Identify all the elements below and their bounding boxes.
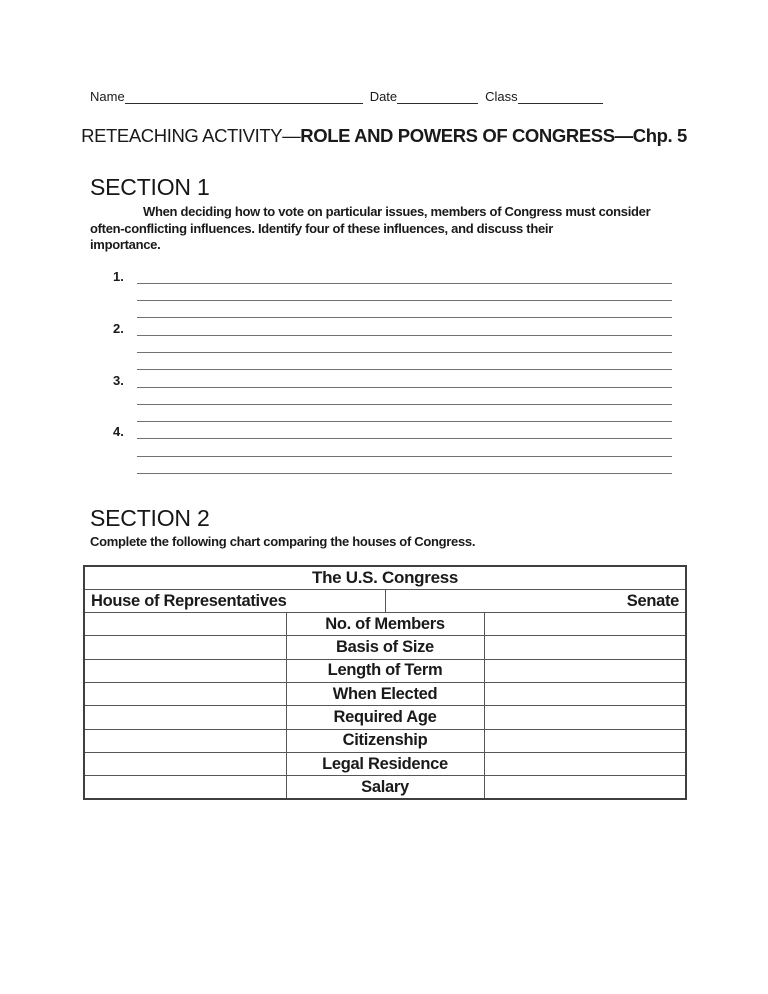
house-answer-cell <box>84 729 286 752</box>
house-answer-cell <box>84 659 286 682</box>
house-answer-cell <box>84 752 286 775</box>
worksheet-page <box>0 88 768 994</box>
row-label: When Elected <box>286 683 484 706</box>
name-label: Name <box>90 89 125 104</box>
answer-blank-line <box>137 301 672 318</box>
answer-blank-line <box>137 318 672 335</box>
answer-blank-line <box>137 439 672 456</box>
row-label: Salary <box>286 776 484 799</box>
senate-header: Senate <box>385 589 686 612</box>
house-answer-cell <box>84 776 286 799</box>
answer-blank-line <box>137 284 672 301</box>
table-row <box>84 659 686 682</box>
item-number: 4. <box>113 424 124 440</box>
row-label: Length of Term <box>286 659 484 682</box>
instructions-line: importance. <box>90 237 161 252</box>
row-label: Basis of Size <box>286 636 484 659</box>
section2-heading: SECTION 2 <box>90 505 210 532</box>
house-answer-cell <box>84 636 286 659</box>
senate-answer-cell <box>484 613 686 636</box>
answer-blank-line <box>137 353 672 370</box>
answer-blank-line <box>137 457 672 474</box>
table-title-row <box>84 566 686 589</box>
answer-blank-line <box>137 267 672 284</box>
senate-answer-cell <box>484 683 686 706</box>
class-label: Class <box>485 89 518 104</box>
answer-blank-line <box>137 422 672 439</box>
table-row <box>84 706 686 729</box>
house-answer-cell <box>84 613 286 636</box>
row-label: Required Age <box>286 706 484 729</box>
row-label: Legal Residence <box>286 752 484 775</box>
senate-answer-cell <box>484 636 686 659</box>
table-header-row <box>84 589 686 612</box>
answer-item-4 <box>113 422 672 474</box>
table-row <box>84 752 686 775</box>
senate-answer-cell <box>484 729 686 752</box>
row-label: Citizenship <box>286 729 484 752</box>
title-activity-part: RETEACHING ACTIVITY— <box>81 125 301 146</box>
document-title <box>0 125 768 147</box>
house-header: House of Representatives <box>84 589 385 612</box>
name-date-class-row <box>90 88 768 104</box>
item-number: 2. <box>113 320 124 336</box>
table-row <box>84 636 686 659</box>
section1-instructions <box>90 204 768 254</box>
answer-blank-line <box>137 370 672 387</box>
instructions-line: often-conflicting influences. Identify four of these influences, and discuss their <box>90 220 553 236</box>
answer-item-1 <box>113 267 672 319</box>
title-topic-part: ROLE AND POWERS OF CONGRESS—Chp. 5 <box>300 125 687 146</box>
senate-answer-cell <box>484 776 686 799</box>
item-number: 3. <box>113 372 124 388</box>
answer-item-3 <box>113 370 672 422</box>
instructions-line: When deciding how to vote on particular issues, members of Congress must consider <box>143 204 651 219</box>
section1-heading: SECTION 1 <box>90 174 210 200</box>
senate-answer-cell <box>484 659 686 682</box>
section2-instructions: Complete the following chart comparing the houses of Congress. <box>90 534 476 550</box>
name-blank-line <box>125 90 363 104</box>
row-label: No. of Members <box>286 613 484 636</box>
table-row <box>84 613 686 636</box>
senate-answer-cell <box>484 706 686 729</box>
date-blank-line <box>397 90 478 104</box>
house-answer-cell <box>84 683 286 706</box>
answer-blank-line <box>137 388 672 405</box>
class-blank-line <box>518 90 603 104</box>
table-row <box>84 729 686 752</box>
house-answer-cell <box>84 706 286 729</box>
senate-answer-cell <box>484 752 686 775</box>
answer-item-2 <box>113 318 672 370</box>
answer-blank-line <box>137 336 672 353</box>
answer-blank-line <box>137 405 672 422</box>
date-label: Date <box>369 89 398 104</box>
table-title: The U.S. Congress <box>84 566 686 589</box>
table-row <box>84 683 686 706</box>
answer-list <box>113 267 672 475</box>
congress-comparison-table <box>83 565 687 800</box>
table-row <box>84 776 686 799</box>
item-number: 1. <box>113 268 124 284</box>
